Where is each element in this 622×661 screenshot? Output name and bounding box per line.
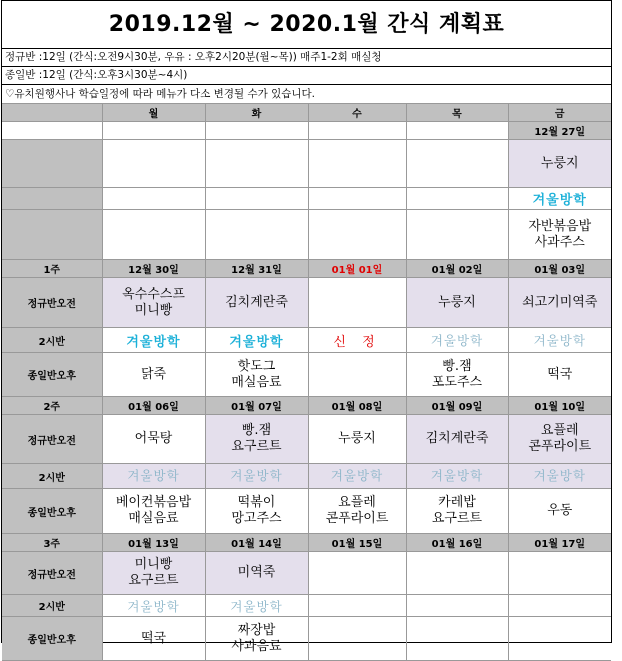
menu-line: 누룽지 bbox=[338, 431, 376, 446]
menu-cell bbox=[508, 353, 611, 397]
vacation-cell: 신 정 bbox=[308, 328, 406, 353]
blank-cell bbox=[308, 122, 406, 140]
menu-cell bbox=[308, 278, 406, 328]
weekday-header: 목 bbox=[406, 104, 508, 122]
menu-line: 매실음료 bbox=[231, 374, 282, 390]
menu-line: 망고주스 bbox=[231, 511, 282, 526]
week-label: 1주 bbox=[2, 260, 102, 278]
menu-line: 요플레 bbox=[338, 495, 376, 510]
note-allday-class: 종일반 :12일 (간식:오후3시30분~4시) bbox=[2, 67, 611, 85]
menu-cell bbox=[205, 489, 308, 534]
date-cell: 01월 10일 bbox=[508, 397, 611, 415]
menu-line: 빵.잼 bbox=[442, 358, 472, 374]
weekday-header: 금 bbox=[508, 104, 611, 122]
menu-line: 자반볶음밥 bbox=[528, 218, 592, 234]
weekday-header: 월 bbox=[102, 104, 205, 122]
date-cell: 01월 16일 bbox=[406, 534, 508, 552]
menu-cell bbox=[205, 353, 308, 397]
menu-cell bbox=[406, 617, 508, 661]
menu-line: 카레밥 bbox=[438, 495, 476, 510]
blank-cell bbox=[508, 595, 611, 617]
menu-cell bbox=[406, 489, 508, 534]
menu-cell bbox=[308, 617, 406, 661]
menu-cell bbox=[508, 617, 611, 661]
menu-cell bbox=[406, 353, 508, 397]
menu-line: 우동 bbox=[547, 503, 573, 518]
menu-cell bbox=[308, 353, 406, 397]
blank-cell bbox=[205, 140, 308, 188]
menu-cell bbox=[406, 278, 508, 328]
blank-cell bbox=[102, 122, 205, 140]
blank-cell bbox=[205, 210, 308, 260]
blank-cell bbox=[308, 210, 406, 260]
menu-line: 포도주스 bbox=[431, 374, 483, 390]
menu-line: 누룽지 bbox=[438, 294, 476, 310]
weekday-header: 화 bbox=[205, 104, 308, 122]
date-cell: 01월 02일 bbox=[406, 260, 508, 278]
menu-line: 매실음료 bbox=[128, 511, 179, 526]
date-cell: 12월 30일 bbox=[102, 260, 205, 278]
menu-line: 닭죽 bbox=[140, 366, 167, 382]
vacation-cell: 겨울방학 bbox=[102, 328, 205, 353]
blank-cell bbox=[205, 188, 308, 210]
menu-line: 요플레 bbox=[540, 423, 579, 438]
menu-line: 떡국 bbox=[547, 366, 573, 382]
page-title: 2019.12월 ~ 2020.1월 간식 계획표 bbox=[2, 1, 611, 49]
label-cell bbox=[2, 140, 102, 188]
snack-plan-sheet bbox=[1, 0, 612, 654]
blank-cell bbox=[2, 122, 102, 140]
vacation-cell: 겨울방학 bbox=[308, 464, 406, 489]
menu-line: 콘푸라이트 bbox=[528, 439, 592, 454]
date-cell: 01월 09일 bbox=[406, 397, 508, 415]
row-label-2pm: 2시반 bbox=[2, 464, 102, 489]
date-cell: 01월 01일 bbox=[308, 260, 406, 278]
vacation-cell: 겨울방학 bbox=[205, 464, 308, 489]
date-cell: 01월 08일 bbox=[308, 397, 406, 415]
menu-cell bbox=[508, 552, 611, 595]
date-cell: 01월 06일 bbox=[102, 397, 205, 415]
menu-cell bbox=[102, 278, 205, 328]
blank-cell bbox=[205, 122, 308, 140]
vacation-cell: 겨울방학 bbox=[508, 328, 611, 353]
menu-cell bbox=[308, 552, 406, 595]
menu-cell bbox=[406, 552, 508, 595]
vacation-cell: 겨울방학 bbox=[406, 464, 508, 489]
blank-cell bbox=[308, 188, 406, 210]
menu-cell: 겨울방학 bbox=[508, 188, 611, 210]
row-label-morning: 정규반오전 bbox=[2, 415, 102, 464]
blank-cell bbox=[406, 188, 508, 210]
snack-schedule-table bbox=[2, 103, 611, 661]
menu-line: 빵.잼 bbox=[241, 423, 272, 438]
blank-cell bbox=[102, 188, 205, 210]
blank-cell bbox=[102, 210, 205, 260]
menu-cell bbox=[508, 415, 611, 464]
date-cell: 01월 14일 bbox=[205, 534, 308, 552]
vacation-cell: 겨울방학 bbox=[102, 464, 205, 489]
week-label: 2주 bbox=[2, 397, 102, 415]
row-label-2pm: 2시반 bbox=[2, 328, 102, 353]
menu-line: 사과음료 bbox=[231, 638, 282, 654]
menu-cell bbox=[102, 617, 205, 661]
menu-line: 김치계란죽 bbox=[225, 294, 288, 310]
menu-cell bbox=[308, 489, 406, 534]
menu-cell bbox=[205, 415, 308, 464]
menu-line: 베이컨볶음밥 bbox=[115, 495, 192, 510]
blank-cell bbox=[406, 595, 508, 617]
date-cell: 01월 07일 bbox=[205, 397, 308, 415]
menu-cell bbox=[406, 415, 508, 464]
weekday-header: 수 bbox=[308, 104, 406, 122]
menu-cell bbox=[205, 552, 308, 595]
label-cell bbox=[2, 210, 102, 260]
menu-cell bbox=[508, 489, 611, 534]
menu-line: 사과주스 bbox=[534, 234, 585, 250]
row-label-2pm: 2시반 bbox=[2, 595, 102, 617]
blank-cell bbox=[406, 140, 508, 188]
date-cell: 01월 03일 bbox=[508, 260, 611, 278]
label-cell bbox=[2, 188, 102, 210]
vacation-cell: 겨울방학 bbox=[205, 328, 308, 353]
menu-line: 미니빵 bbox=[134, 557, 173, 572]
menu-cell bbox=[508, 210, 611, 260]
vacation-cell: 겨울방학 bbox=[102, 595, 205, 617]
menu-line: 짜장밥 bbox=[237, 622, 276, 638]
blank-cell bbox=[308, 595, 406, 617]
date-cell: 12월 27일 bbox=[508, 122, 611, 140]
menu-cell bbox=[308, 415, 406, 464]
menu-line: 떡국 bbox=[140, 630, 167, 646]
menu-cell bbox=[205, 278, 308, 328]
menu-cell bbox=[102, 489, 205, 534]
menu-line: 김치계란죽 bbox=[425, 431, 489, 446]
menu-cell: 누룽지 bbox=[508, 140, 611, 188]
note-regular-class: 정규반 :12일 (간식:오전9시30분, 우유 : 오후2시20분(월~목)) 매주1-2회 매실청 bbox=[2, 49, 611, 67]
menu-line: 요구르트 bbox=[128, 573, 179, 588]
week-label: 3주 bbox=[2, 534, 102, 552]
row-label-morning: 정규반오전 bbox=[2, 278, 102, 328]
blank-cell bbox=[308, 140, 406, 188]
vacation-cell: 겨울방학 bbox=[508, 464, 611, 489]
menu-cell bbox=[205, 617, 308, 661]
menu-line: 미역죽 bbox=[237, 565, 276, 580]
menu-cell bbox=[102, 552, 205, 595]
date-cell: 12월 31일 bbox=[205, 260, 308, 278]
date-cell: 01월 13일 bbox=[102, 534, 205, 552]
date-cell: 01월 15일 bbox=[308, 534, 406, 552]
menu-line: 핫도그 bbox=[237, 358, 276, 374]
row-label-morning: 정규반오전 bbox=[2, 552, 102, 595]
date-cell: 01월 17일 bbox=[508, 534, 611, 552]
menu-cell bbox=[508, 278, 611, 328]
blank-cell bbox=[102, 140, 205, 188]
note-menu-change: ♡유치원행사나 학습일정에 따라 메뉴가 다소 변경될 수가 있습니다. bbox=[5, 88, 315, 100]
menu-line: 옥수수스프 bbox=[122, 286, 185, 302]
menu-line: 미니빵 bbox=[134, 302, 173, 318]
menu-line: 요구르트 bbox=[231, 439, 282, 454]
menu-cell bbox=[102, 415, 205, 464]
menu-line: 콘푸라이트 bbox=[325, 511, 389, 526]
row-label-allday: 종일반오후 bbox=[2, 353, 102, 397]
blank-cell bbox=[406, 122, 508, 140]
menu-line: 떡볶이 bbox=[237, 495, 276, 510]
blank-cell bbox=[406, 210, 508, 260]
row-label-allday: 종일반오후 bbox=[2, 617, 102, 661]
menu-line: 쇠고기미역죽 bbox=[522, 294, 598, 310]
row-label-allday: 종일반오후 bbox=[2, 489, 102, 534]
menu-line: 어묵탕 bbox=[134, 431, 173, 446]
menu-cell bbox=[102, 353, 205, 397]
vacation-cell: 겨울방학 bbox=[205, 595, 308, 617]
corner-cell bbox=[2, 104, 102, 122]
vacation-cell: 겨울방학 bbox=[406, 328, 508, 353]
menu-line: 요구르트 bbox=[431, 511, 483, 526]
